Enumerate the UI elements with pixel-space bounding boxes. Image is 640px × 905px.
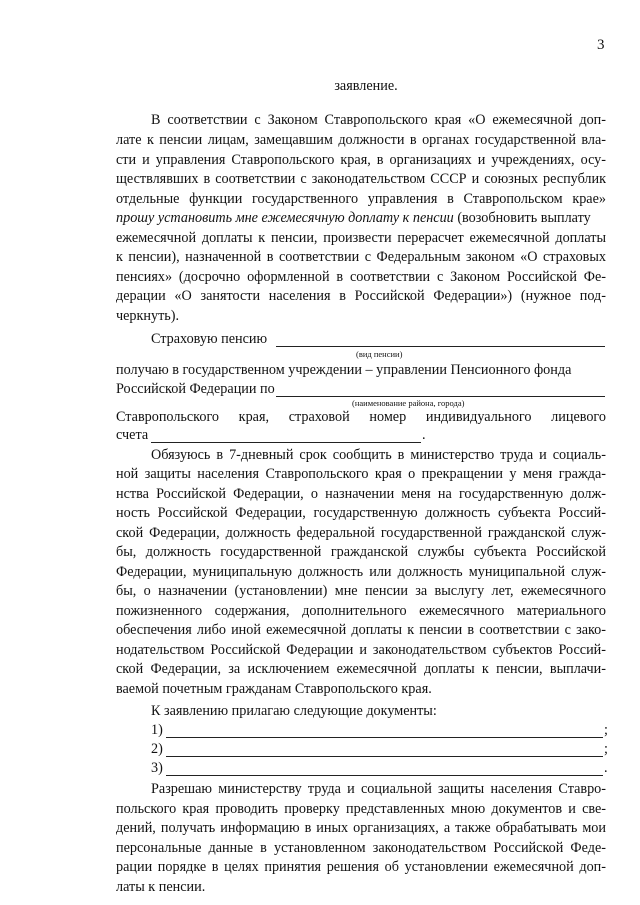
doc-number: 2)	[151, 741, 163, 757]
para1-line: дерации «О занятости населения в Российской Федерации») (нужное под-	[116, 288, 606, 304]
para2-line: ной защиты населения Ставропольского края о прекращении у меня гражда-	[116, 466, 606, 482]
doc-end: ;	[604, 722, 608, 738]
para2-line: Федерации, муниципальную должность или должность муниципальной служ-	[116, 564, 606, 580]
para3-line: польского края проводить проверку представленных мною документов и све-	[116, 801, 606, 817]
para2-line: ской Федерации, за исключением ежемесячной доплаты к пенсии, выплачи-	[116, 661, 606, 677]
para3-line: Разрешаю министерству труда и социальной защиты населения Ставро-	[151, 781, 606, 797]
pension-label: Страховую пенсию	[151, 331, 268, 347]
para1-line: к пенсии), назначенной в соответствии с Федеральным законом «О страховых	[116, 249, 606, 265]
para1-line-tail: (возобновить выплату	[453, 210, 591, 226]
para2-line: обеспечения либо иной ежемесячной доплаты к пенсии в соответствии с зако-	[116, 622, 606, 638]
para1-line: сти и управления Ставропольского края, в организациях и учреждениях, осу-	[116, 152, 606, 168]
para2-line: ваемой почетным гражданам Ставропольского края.	[116, 681, 432, 697]
doc-field-3[interactable]	[166, 775, 603, 776]
account-label: счета	[116, 427, 149, 443]
page-number: 3	[597, 37, 605, 53]
para3-line: рации порядке в целях принятия решения об установлении ежемесячной доп-	[116, 859, 606, 875]
district-field[interactable]	[276, 396, 605, 397]
para2-line: пожизненного содержания, дополнительного ежемесячного материального	[116, 603, 606, 619]
para1-line: ществлявших в соответствии с законодательством СССР и союзных республик	[116, 171, 606, 187]
para2-line: бы, должность государственной гражданской службы субъекта Российской	[116, 544, 606, 560]
para3-line: латы к пенсии.	[116, 879, 206, 895]
doc-end: ;	[604, 741, 608, 757]
pension-type-field[interactable]	[276, 346, 605, 347]
para2-line: Обязуюсь в 7-дневный срок сообщить в министерство труда и социаль-	[151, 447, 606, 463]
pension-caption: (вид пенсии)	[356, 349, 403, 359]
para3-line: персональные данные в установленном законодательством Российской Феде-	[116, 840, 606, 856]
para2-line: ской Федерации, должность федеральной государственной гражданской служ-	[116, 525, 606, 541]
district-caption: (наименование района, города)	[352, 398, 465, 408]
stavr-line: Ставропольского края, страховой номер индивидуального лицевого	[116, 409, 606, 425]
doc-number: 3)	[151, 760, 163, 776]
para2-line: нодательством Российской Федерации и законодательством субъектов Россий-	[116, 642, 606, 658]
para1-line: В соответствии с Законом Ставропольского края «О ежемесячной доп-	[151, 112, 606, 128]
para1-line: черкнуть).	[116, 308, 180, 324]
para1-line: ежемесячной доплаты к пенсии, произвести перерасчет ежемесячной доплаты	[116, 230, 606, 246]
account-number-field[interactable]	[151, 442, 421, 443]
doc-field-1[interactable]	[166, 737, 603, 738]
docs-intro: К заявлению прилагаю следующие документы:	[151, 703, 437, 719]
doc-field-2[interactable]	[166, 756, 603, 757]
para1-line: отдельные функции государственного управления в Ставропольском крае»	[116, 191, 606, 207]
para2-line: бы, о назначении (установлении) мне пенсии за выслугу лет, ежемесячного	[116, 583, 606, 599]
doc-end: .	[604, 760, 608, 776]
document-title: заявление.	[334, 78, 398, 94]
receive-line: получаю в государственном учреждении – управлении Пенсионного фонда	[116, 362, 572, 378]
para2-line: ность Российской Федерации, государственную должность субъекта Россий-	[116, 505, 606, 521]
doc-number: 1)	[151, 722, 163, 738]
para1-line	[116, 209, 606, 227]
italic-request: прошу установить мне ежемесячную доплату к пенсии	[116, 210, 454, 226]
para2-line: нства Российской Федерации, о назначении меня на государственную долж-	[116, 486, 606, 502]
para1-line: лате к пенсии лицам, замещавшим должности в органах государственной вла-	[116, 132, 606, 148]
rf-line: Российской Федерации по	[116, 381, 275, 397]
para1-line: пенсиях» (досрочно оформленной в соответствии с Законом Российской Фе-	[116, 269, 606, 285]
account-end: .	[422, 427, 426, 443]
para3-line: дений, получать информацию в иных организациях, а также обрабатывать мои	[116, 820, 606, 836]
